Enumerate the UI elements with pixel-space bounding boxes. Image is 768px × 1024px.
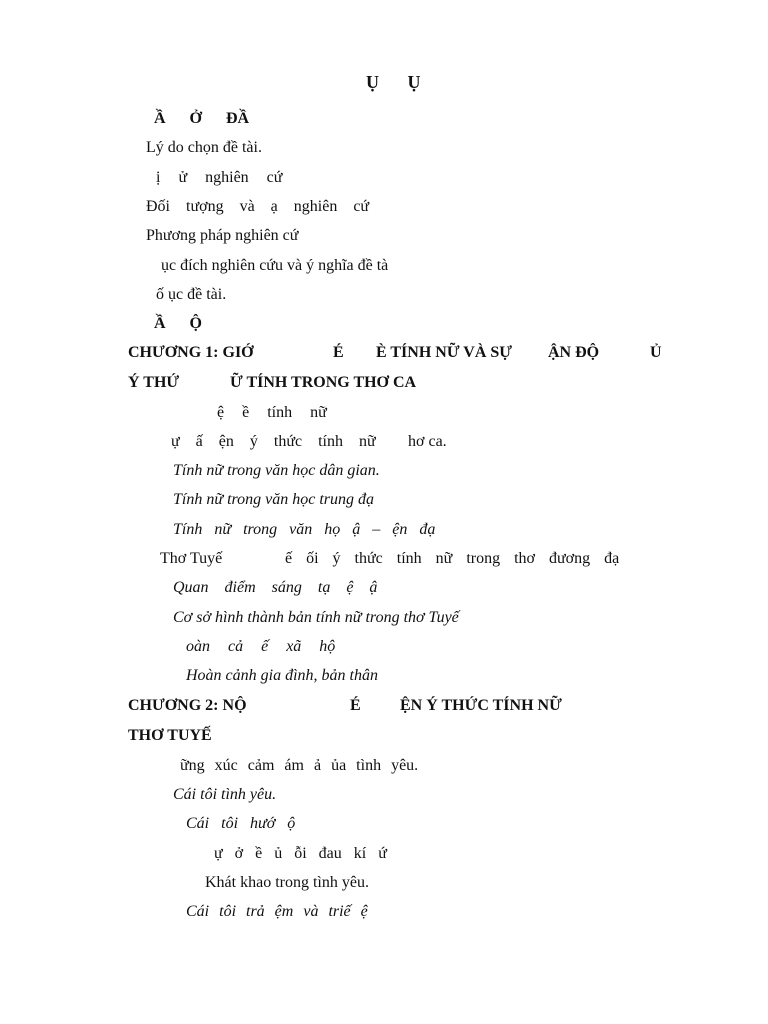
chapter-1-heading: É bbox=[333, 344, 344, 361]
toc-item: ững xúc cảm ám ả ủa tình yêu. bbox=[180, 757, 419, 774]
toc-subitem: Hoàn cảnh gia đình, bản thân bbox=[186, 667, 378, 684]
chapter-2-heading: CHƯƠNG 2: NỘ bbox=[128, 697, 247, 714]
chapter-2-heading: THƠ TUYẾ bbox=[128, 727, 212, 744]
toc-item: ệ ề tính nữ bbox=[217, 404, 327, 421]
toc-item: ế ối ý thức tính nữ trong thơ đương đạ bbox=[285, 550, 620, 567]
toc-item: ố ục đề tài. bbox=[156, 286, 227, 303]
toc-item: Lý do chọn đề tài. bbox=[146, 139, 262, 156]
chapter-1-heading: ẬN ĐỘ bbox=[548, 344, 600, 361]
toc-title: Ụ Ụ bbox=[366, 72, 421, 92]
toc-item: ục đích nghiên cứu và ý nghĩa đề tà bbox=[161, 257, 389, 274]
toc-subitem: Cái tôi tình yêu. bbox=[173, 786, 277, 803]
toc-subitem: Tính nữ trong văn học trung đạ bbox=[173, 491, 375, 508]
toc-item: Thơ Tuyế bbox=[160, 550, 223, 567]
toc-item: ự ở ề ủ ỗi đau kí ứ bbox=[214, 845, 387, 862]
toc-subitem: Cái tôi trả ệm và triế ệ bbox=[186, 903, 368, 920]
chapter-2-heading: ỆN Ý THỨC TÍNH NỮ bbox=[400, 697, 562, 714]
chapter-1-heading: Ủ bbox=[650, 344, 662, 361]
toc-item: Khát khao trong tình yêu. bbox=[205, 874, 369, 891]
chapter-1-heading: Ữ TÍNH TRONG THƠ CA bbox=[230, 374, 417, 391]
heading-noi-dung: Ầ Ộ bbox=[154, 315, 202, 332]
toc-item: hơ ca. bbox=[408, 433, 447, 450]
chapter-1-heading: È TÍNH NỮ VÀ SỰ bbox=[376, 344, 513, 361]
toc-item: Phương pháp nghiên cứ bbox=[146, 227, 299, 244]
toc-subitem: Cái tôi hướ ộ bbox=[186, 815, 296, 832]
chapter-2-heading: É bbox=[350, 697, 361, 714]
toc-subitem: oàn cả ế xã hộ bbox=[186, 638, 336, 655]
toc-item: Đối tượng và ạ nghiên cứ bbox=[146, 198, 370, 215]
toc-subitem: Cơ sở hình thành bản tính nữ trong thơ Tuyế bbox=[173, 609, 459, 626]
toc-item: ị ử nghiên cứ bbox=[156, 169, 283, 186]
chapter-1-heading: CHƯƠNG 1: GIỚ bbox=[128, 344, 254, 361]
toc-subitem: Tính nữ trong văn họ ậ – ện đạ bbox=[173, 521, 436, 538]
chapter-1-heading: Ý THỨ bbox=[128, 374, 180, 391]
toc-subitem: Quan điểm sáng tạ ệ ậ bbox=[173, 579, 378, 596]
toc-item: ự ấ ện ý thức tính nữ bbox=[171, 433, 376, 450]
heading-mo-dau: Ầ Ở ĐẦ bbox=[154, 110, 250, 127]
toc-subitem: Tính nữ trong văn học dân gian. bbox=[173, 462, 380, 479]
